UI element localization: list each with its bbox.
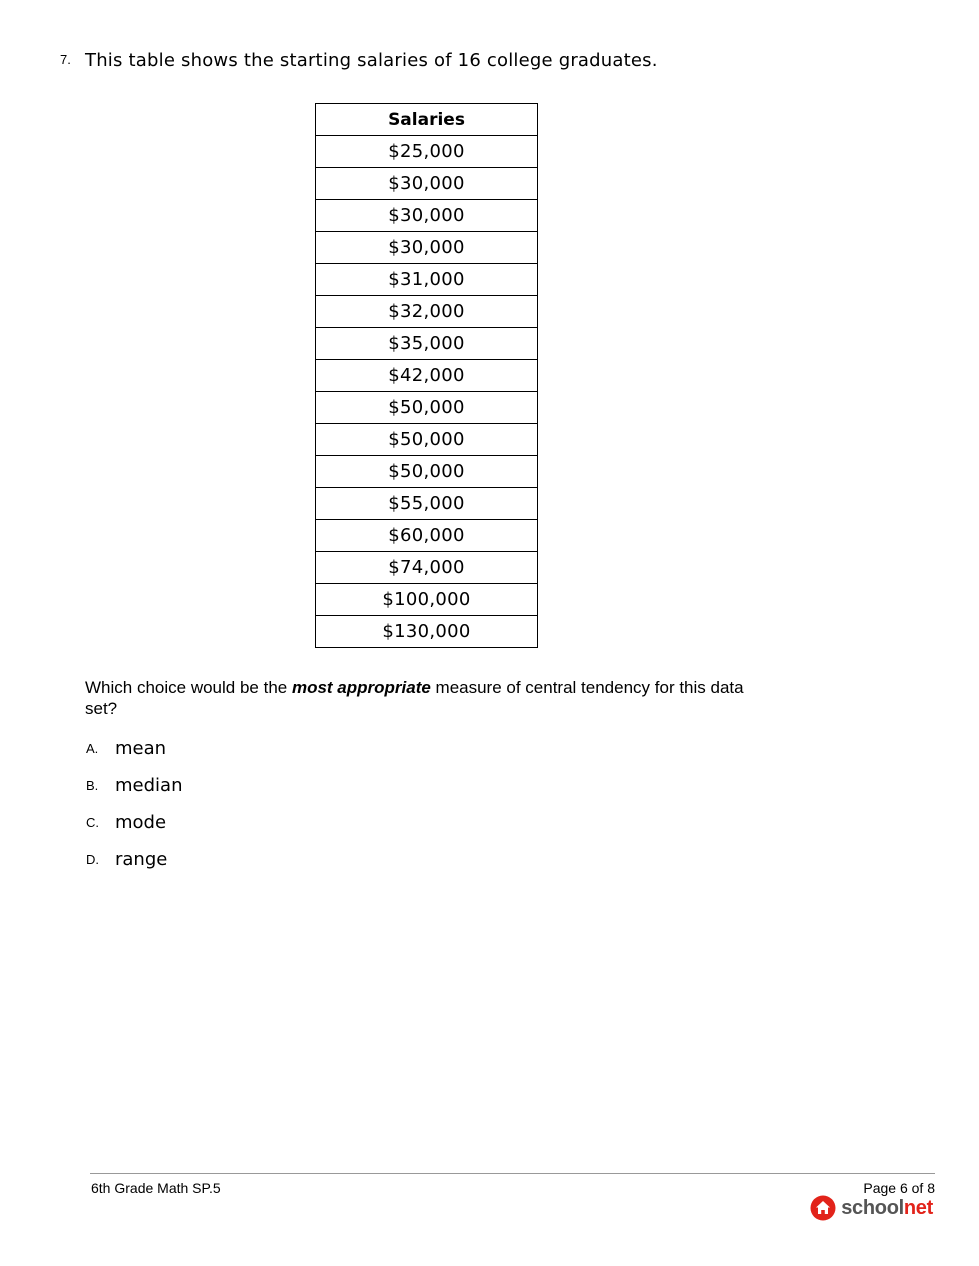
table-header-row: [316, 104, 538, 136]
salaries-table: [315, 103, 538, 648]
salary-cell: $130,000: [316, 616, 538, 648]
salary-cell: $42,000: [316, 360, 538, 392]
brand-name-part1: school: [841, 1196, 904, 1219]
table-row: [316, 488, 538, 520]
salary-cell: $31,000: [316, 264, 538, 296]
footer-page-number: Page 6 of 8: [863, 1180, 935, 1196]
prompt-emphasis: most appropriate: [291, 678, 431, 697]
table-row: [316, 392, 538, 424]
prompt-text-after: measure of central tendency for this data set?: [85, 678, 744, 718]
brand-name-part2: net: [903, 1196, 933, 1219]
choice-text: range: [115, 849, 168, 870]
table-row: [316, 360, 538, 392]
table-row: [316, 200, 538, 232]
table-row: [316, 232, 538, 264]
table-row: [316, 296, 538, 328]
salary-cell: $60,000: [316, 520, 538, 552]
table-row: [316, 168, 538, 200]
table-header: Salaries: [316, 104, 538, 136]
salary-cell: $74,000: [316, 552, 538, 584]
footer-divider: [90, 1173, 935, 1174]
choice-text: median: [115, 775, 183, 796]
salary-cell: $50,000: [316, 392, 538, 424]
salary-cell: $100,000: [316, 584, 538, 616]
salary-cell: $25,000: [316, 136, 538, 168]
prompt-text-before: Which choice would be the: [85, 678, 292, 697]
question-prompt: [85, 677, 775, 719]
salary-cell: $35,000: [316, 328, 538, 360]
footer-course-title: 6th Grade Math SP.5: [91, 1180, 221, 1196]
salary-cell: $30,000: [316, 168, 538, 200]
choice-letter: A.: [86, 741, 99, 756]
salary-cell: $30,000: [316, 232, 538, 264]
question-number: 7.: [60, 52, 71, 67]
salary-cell: $32,000: [316, 296, 538, 328]
salary-cell: $50,000: [316, 456, 538, 488]
house-icon: [810, 1195, 836, 1221]
salary-cell: $50,000: [316, 424, 538, 456]
table-row: [316, 616, 538, 648]
choice-letter: B.: [86, 778, 99, 793]
choice-letter: C.: [86, 815, 99, 830]
salary-cell: $30,000: [316, 200, 538, 232]
table-row: [316, 328, 538, 360]
table-row: [316, 424, 538, 456]
question-stem: This table shows the starting salaries of 16 college graduates.: [85, 50, 658, 71]
brand-name: [841, 1197, 933, 1220]
choice-text: mode: [115, 812, 167, 833]
schoolnet-logo: [810, 1194, 933, 1222]
choice-text: mean: [115, 738, 167, 759]
choice-letter: D.: [86, 852, 99, 867]
salary-cell: $55,000: [316, 488, 538, 520]
table-row: [316, 552, 538, 584]
table-row: [316, 584, 538, 616]
table-row: [316, 264, 538, 296]
table-row: [316, 456, 538, 488]
table-row: [316, 136, 538, 168]
table-row: [316, 520, 538, 552]
